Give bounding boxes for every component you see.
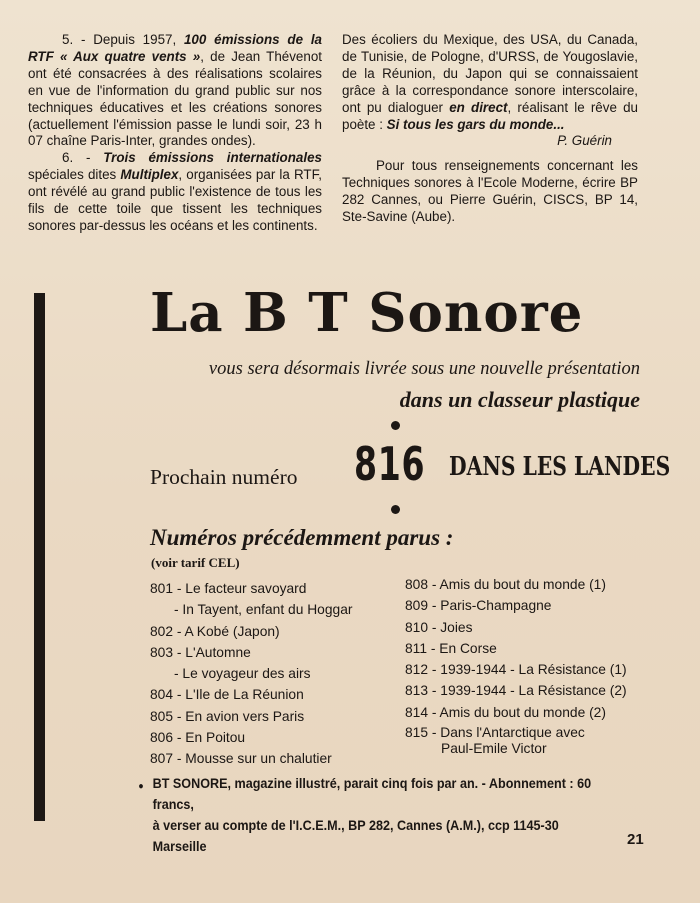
paragraph-body: , organisées par la RTF, ont révélé au grand public l'existence de tous les fils de cette toile que tissent les techniques sonores par-dessus les océans et les continents. [28, 167, 322, 233]
page-number: 21 [627, 831, 644, 848]
paragraph-body: spéciales dites [28, 167, 121, 183]
list-item-continuation: Paul-Emile Victor [441, 741, 547, 757]
bullet-dot: ● [138, 781, 144, 792]
emphasis-text: Si tous les gars du monde... [386, 116, 565, 132]
paragraph-body: Des écoliers du Mexique, des USA, du Canada, de Tunisie, de Pologne, d'URSS, de Yougoslavie, de la Réunion, du Japon qui se connaissaient grâce à la correspondance sonore interscolaire, ont pu dialoguer [342, 32, 638, 115]
list-item-text: 815 - Dans l'Antarctique avec [405, 725, 585, 741]
paragraph-lead: 6. - [62, 150, 91, 166]
issues-list-right [405, 574, 627, 757]
list-item: 801 - Le facteur savoyard [150, 581, 307, 596]
spacer [342, 150, 638, 158]
list-item: 805 - En avion vers Paris [150, 708, 305, 724]
next-issue-title: DANS LES LANDES [449, 452, 671, 482]
list-item: 813 - 1939-1944 - La Résistance (2) [405, 683, 627, 699]
emphasis-text: Trois émissions internationales [103, 150, 322, 166]
next-issue-number: 816 [354, 437, 426, 491]
subscription-footer [140, 773, 608, 857]
author-signature: P. Guérin [557, 133, 612, 149]
paragraph-contact: Pour tous renseignements concernant les Techniques sonores à l'Ecole Moderne, écrire BP 282 Cannes, ou Pierre Guérin, CISCS, BP 14, Ste-Savine (Aube). [342, 158, 638, 225]
tarif-note: (voir tarif CEL) [151, 555, 240, 570]
list-item: 808 - Amis du bout du monde (1) [405, 577, 606, 592]
footer-line: à verser au compte de l'I.C.E.M., BP 282, Cannes (A.M.), ccp 1145-30 Marseille [152, 817, 559, 854]
emphasis-text: Multiplex [120, 167, 179, 183]
list-item: 803 - L'Automne [150, 644, 251, 660]
previous-issues-heading: Numéros précédemment parus : [150, 525, 454, 550]
paragraph-5 [28, 32, 322, 150]
announcement-title: La B T Sonore [150, 282, 584, 344]
bullet-dot [391, 421, 400, 430]
footer-line: BT SONORE, magazine illustré, parait cinq fois par an. - Abonnement : 60 francs, [152, 775, 592, 812]
list-item: 804 - L'Ile de La Réunion [150, 687, 304, 703]
issues-list-left [150, 578, 352, 770]
emphasis-text: en direct [449, 99, 508, 115]
right-text-column [342, 32, 638, 226]
paragraph-6 [28, 150, 322, 235]
vertical-rule [34, 293, 45, 821]
list-item [405, 723, 627, 757]
list-item: 814 - Amis du bout du monde (2) [405, 704, 606, 720]
announcement-tagline: vous sera désormais livrée sous une nouvelle présentation [208, 359, 640, 379]
list-item: 807 - Mousse sur un chalutier [150, 751, 332, 767]
list-item: 811 - En Corse [405, 640, 497, 656]
paragraph-schools [342, 32, 638, 133]
list-item: 809 - Paris-Champagne [405, 598, 552, 614]
emphasis-text: 100 émissions de la RTF « Aux quatre vents » [28, 32, 322, 64]
paragraph-lead: 5. - Depuis 1957, [62, 32, 177, 47]
list-item: 802 - A Kobé (Japon) [150, 623, 280, 639]
bullet-dot [391, 505, 400, 514]
left-text-column [28, 32, 322, 235]
next-issue-label: Prochain numéro [150, 465, 298, 489]
list-item: - Le voyageur des airs [174, 666, 311, 682]
paragraph-body: , réalisant le rêve du poète : [342, 99, 638, 132]
announcement-tagline-bold: dans un classeur plastique [399, 387, 640, 412]
list-item: 810 - Joies [405, 619, 473, 635]
list-item: 806 - En Poitou [150, 730, 246, 746]
list-item: - In Tayent, enfant du Hoggar [174, 602, 353, 618]
list-item: 812 - 1939-1944 - La Résistance (1) [405, 662, 627, 678]
paragraph-body: , de Jean Thévenot ont été consacrées à des réalisations scolaires en vue de l'information du grand public sur nos techniques éducatives et les créations sonores (actuellement l'émission passe le lundi soir, 23 h 07 chaîne Paris-Inter, grandes ondes). [28, 48, 322, 149]
